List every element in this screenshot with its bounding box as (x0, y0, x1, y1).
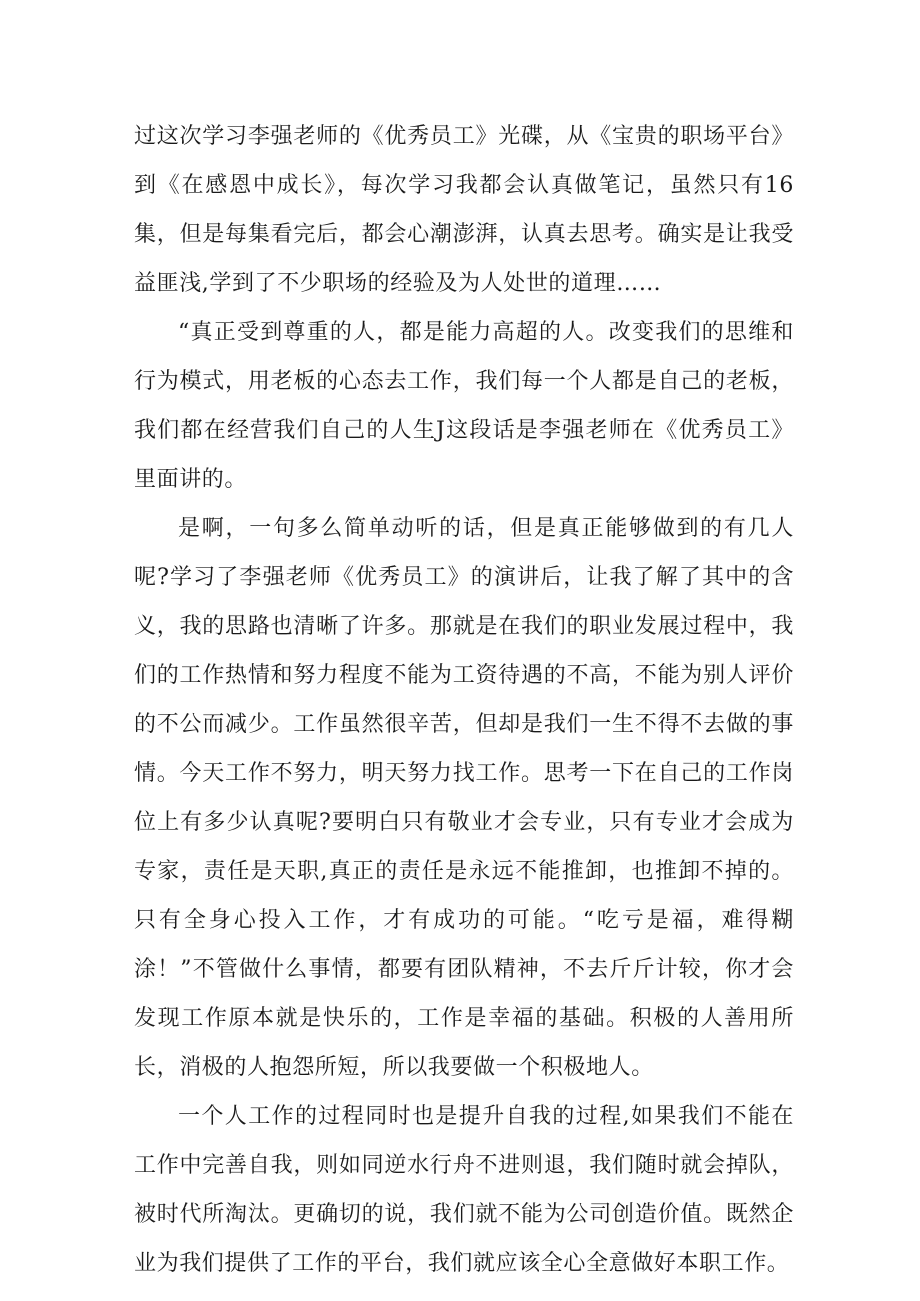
paragraph-4: 一个人工作的过程同时也是提升自我的过程,如果我们不能在工作中完善自我，则如同逆水行舟不进则退，我们随时就会掉队，被时代所淘汰。更确切的说，我们就不能为公司创造价值。既然企业为我们提供了工作的平台，我们就应该全心全意做好本职工作。 (134, 1104, 794, 1276)
document-body (134, 112, 794, 1288)
paragraph-3: 是啊，一句多么简单动听的话，但是真正能够做到的有几人呢?学习了李强老师《优秀员工》的演讲后，让我了解了其中的含义，我的思路也清晰了许多。那就是在我们的职业发展过程中，我们的工作热情和努力程度不能为工资待遇的不高，不能为别人评价的不公而减少。工作虽然很辛苦，但却是我们一生不得不去做的事情。今天工作不努力，明天努力找工作。思考一下在自己的工作岗位上有多少认真呢?要明白只有敬业才会专业，只有专业才会成为专家，责任是天职,真正的责任是永远不能推卸，也推卸不掉的。只有全身心投入工作，才有成功的可能。“吃亏是福，难得糊涂！”不管做什么事情，都要有团队精神，不去斤斤计较，你才会发现工作原本就是快乐的，工作是幸福的基础。积极的人善用所长，消极的人抱怨所短，所以我要做一个积极地人。 (134, 516, 794, 1080)
paragraph-2: “真正受到尊重的人，都是能力高超的人。改变我们的思维和行为模式，用老板的心态去工作，我们每一个人都是自己的老板，我们都在经营我们自己的人生J这段话是李强老师在《优秀员工》里面讲的。 (134, 320, 794, 492)
paragraph-1: 过这次学习李强老师的《优秀员工》光碟，从《宝贵的职场平台》到《在感恩中成长》，每次学习我都会认真做笔记，虽然只有16集，但是每集看完后，都会心潮澎湃，认真去思考。确实是让我受益匪浅,学到了不少职场的经验及为人处世的道理…… (134, 124, 794, 296)
